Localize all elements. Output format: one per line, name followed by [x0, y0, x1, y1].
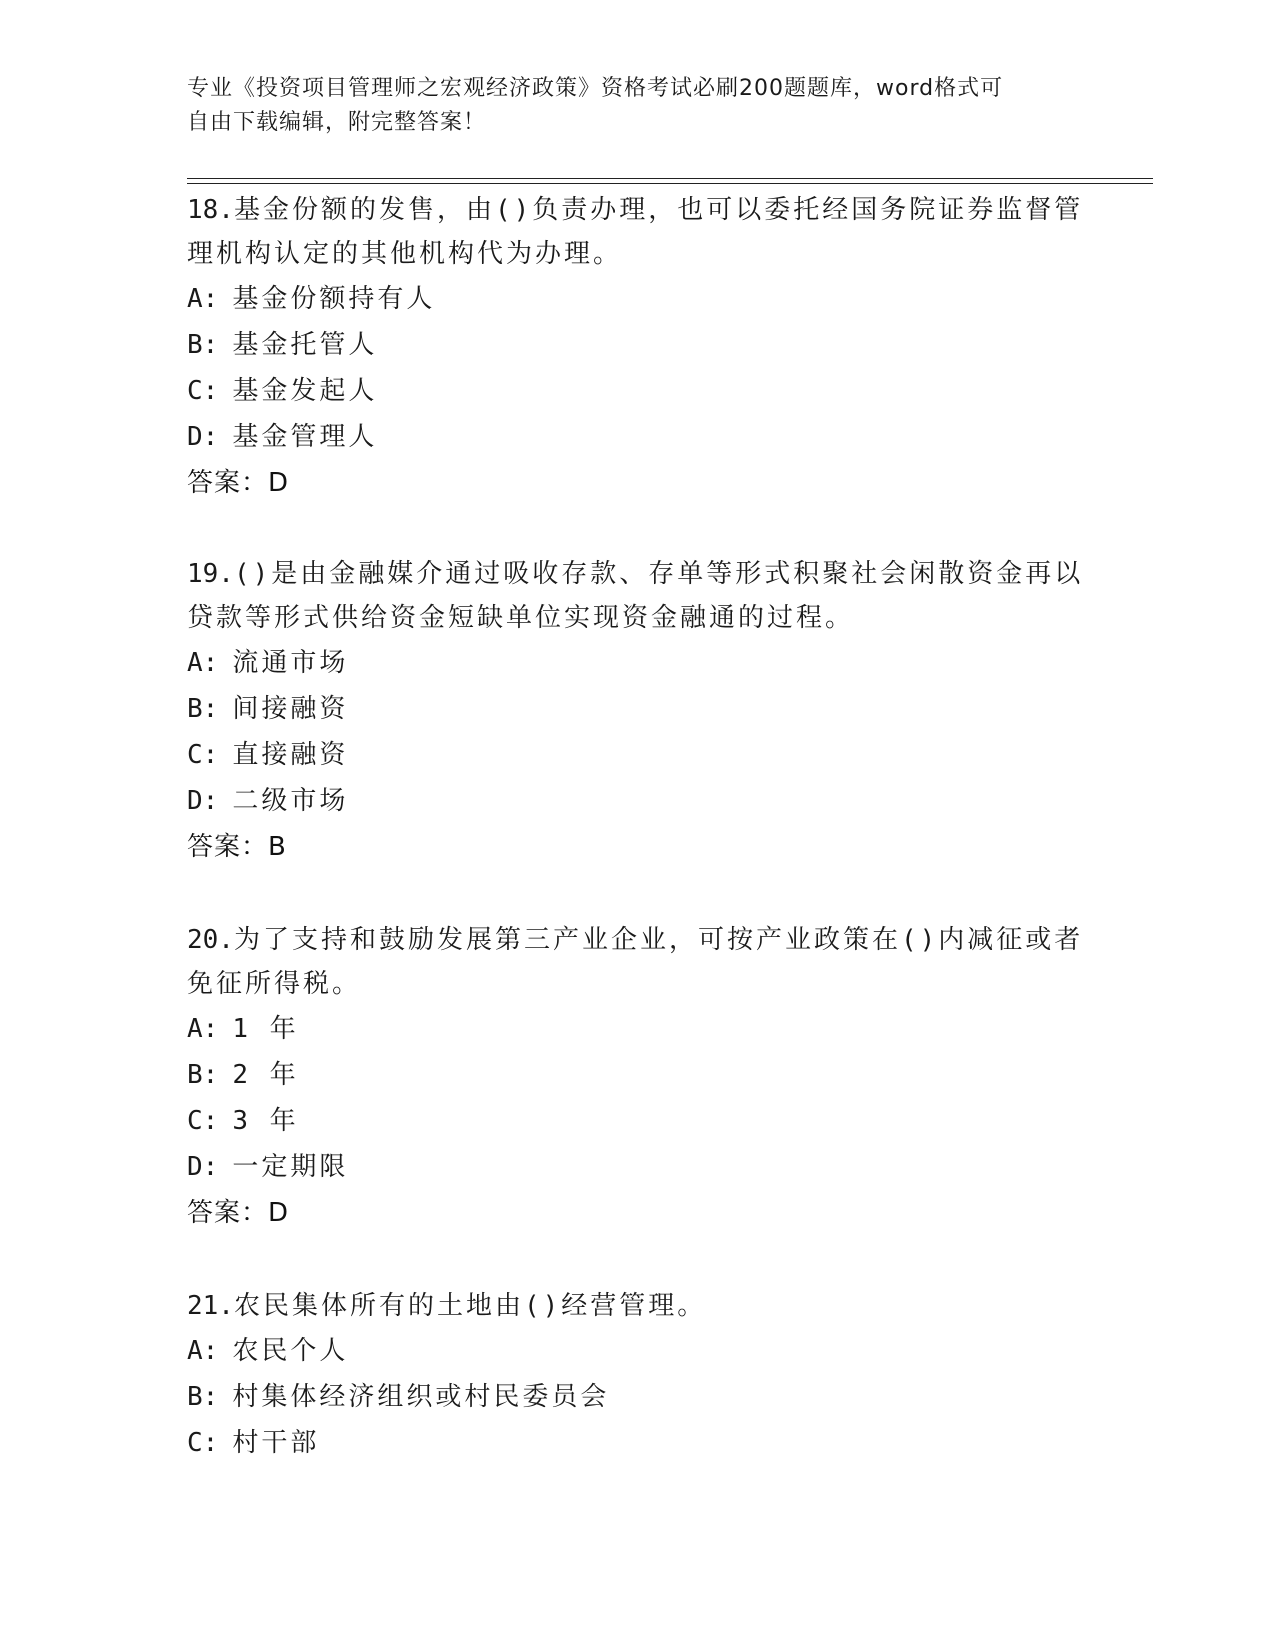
- header-line-1: 专业《投资项目管理师之宏观经济政策》资格考试必刷200题题库，word格式可: [187, 76, 1004, 101]
- question-stem: [187, 552, 1087, 640]
- option-a: [187, 276, 1087, 322]
- option-key: B:: [187, 694, 219, 724]
- option-key: C:: [187, 1106, 219, 1136]
- option-b: [187, 1052, 1087, 1098]
- question-stem-line-1: 为了支持和鼓励发展第三产业企业，可按产业政策在()内减征或者: [233, 925, 1084, 955]
- question-stem-line-1: 农民集体所有的土地由()经营管理。: [233, 1291, 707, 1321]
- question-stem-line-1: ()是由金融媒介通过吸收存款、存单等形式积聚社会闲散资金再以: [233, 559, 1084, 589]
- question-19: [187, 552, 1087, 870]
- answer-line: 答案：B: [187, 832, 287, 862]
- option-b: [187, 686, 1087, 732]
- question-number: 20.: [187, 925, 234, 955]
- question-number: 18.: [187, 195, 234, 225]
- option-a: [187, 1328, 1087, 1374]
- option-text: 二级市场: [232, 786, 349, 816]
- question-stem: [187, 188, 1087, 276]
- option-key: D:: [187, 1152, 219, 1182]
- option-list: [187, 276, 1087, 460]
- option-list: [187, 640, 1087, 824]
- option-key: B:: [187, 1060, 219, 1090]
- option-key: A:: [187, 648, 219, 678]
- option-text: 基金管理人: [232, 422, 378, 452]
- option-d: [187, 778, 1087, 824]
- option-text: 3 年: [232, 1106, 299, 1136]
- option-text: 农民个人: [232, 1336, 349, 1366]
- option-key: B:: [187, 1382, 219, 1412]
- option-key: A:: [187, 284, 219, 314]
- question-stem-line-2: 贷款等形式供给资金短缺单位实现资金融通的过程。: [187, 603, 855, 633]
- option-a: [187, 640, 1087, 686]
- option-text: 间接融资: [232, 694, 349, 724]
- option-key: D:: [187, 786, 219, 816]
- option-key: C:: [187, 1428, 219, 1458]
- option-text: 2 年: [232, 1060, 299, 1090]
- answer-line: 答案：D: [187, 468, 290, 498]
- option-list: [187, 1006, 1087, 1190]
- question-number: 21.: [187, 1291, 234, 1321]
- option-key: A:: [187, 1014, 219, 1044]
- option-key: D:: [187, 422, 219, 452]
- option-text: 流通市场: [232, 648, 349, 678]
- question-21: [187, 1284, 1087, 1466]
- answer-line: 答案：D: [187, 1198, 290, 1228]
- option-text: 基金发起人: [232, 376, 378, 406]
- header-divider-top: [187, 178, 1153, 179]
- option-c: [187, 732, 1087, 778]
- question-stem-line-2: 理机构认定的其他机构代为办理。: [187, 239, 623, 269]
- option-list: [187, 1328, 1087, 1466]
- option-text: 1 年: [232, 1014, 299, 1044]
- option-text: 一定期限: [232, 1152, 349, 1182]
- question-stem-line-1: 基金份额的发售，由()负责办理，也可以委托经国务院证券监督管: [233, 195, 1084, 225]
- question-stem: [187, 1284, 1087, 1328]
- option-text: 基金托管人: [232, 330, 378, 360]
- option-text: 直接融资: [232, 740, 349, 770]
- option-b: [187, 1374, 1087, 1420]
- option-c: [187, 368, 1087, 414]
- option-c: [187, 1420, 1087, 1466]
- option-a: [187, 1006, 1087, 1052]
- question-18: [187, 188, 1087, 506]
- question-20: [187, 918, 1087, 1236]
- option-text: 基金份额持有人: [232, 284, 436, 314]
- option-d: [187, 414, 1087, 460]
- document-header: [187, 72, 1067, 140]
- question-stem-line-2: 免征所得税。: [187, 969, 362, 999]
- header-divider-bottom: [187, 183, 1153, 184]
- option-b: [187, 322, 1087, 368]
- option-text: 村干部: [232, 1428, 320, 1458]
- option-text: 村集体经济组织或村民委员会: [232, 1382, 610, 1412]
- option-c: [187, 1098, 1087, 1144]
- option-key: C:: [187, 376, 219, 406]
- option-d: [187, 1144, 1087, 1190]
- option-key: A:: [187, 1336, 219, 1366]
- question-stem: [187, 918, 1087, 1006]
- option-key: B:: [187, 330, 219, 360]
- option-key: C:: [187, 740, 219, 770]
- question-number: 19.: [187, 559, 234, 589]
- header-line-2: 自由下载编辑，附完整答案！: [187, 110, 487, 135]
